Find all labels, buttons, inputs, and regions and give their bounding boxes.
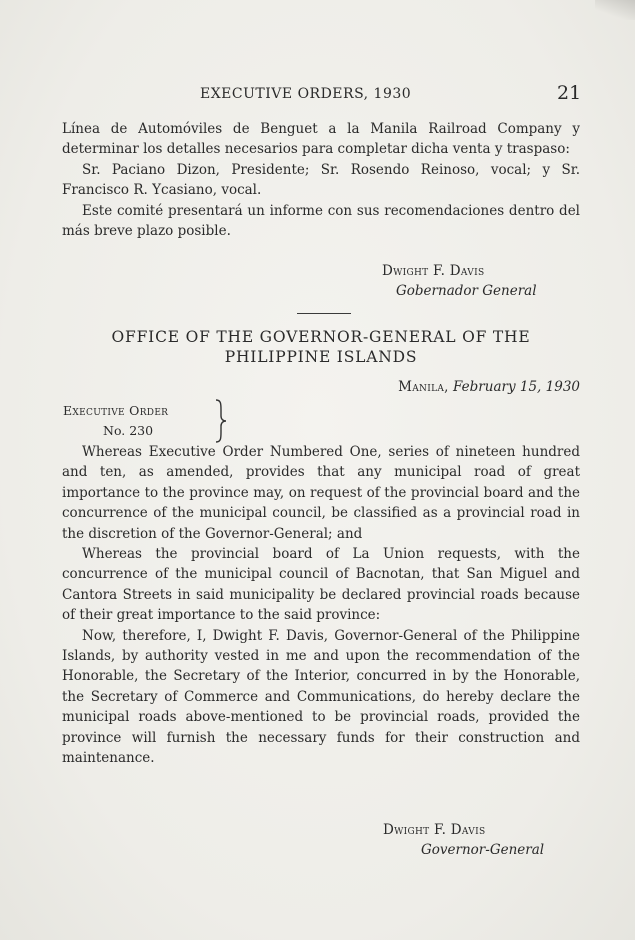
section-1-body xyxy=(62,119,580,241)
office-heading-line-2: PHILIPPINE ISLANDS xyxy=(224,348,418,366)
office-heading xyxy=(62,327,580,367)
executive-order-label xyxy=(63,401,168,441)
signature-title: Gobernador General xyxy=(396,283,537,299)
executive-order-title: Executive Order xyxy=(63,403,169,418)
signature-title: Governor-General xyxy=(421,842,545,858)
dateline-date: February 15, 1930 xyxy=(453,379,580,395)
signature-block-2 xyxy=(383,820,583,860)
page-number: 21 xyxy=(557,82,582,104)
paragraph: Whereas Executive Order Numbered One, series of nineteen hundred and ten, as amended, provides that any municipal road of great importance to the province may, on request of the provincial board and the concurrence of the municipal council, be classified as a provincial road in the discretion of the Governor-General; and xyxy=(62,444,580,542)
executive-order-number: No. 230 xyxy=(103,423,154,438)
page-header xyxy=(0,82,635,107)
dateline xyxy=(330,379,580,395)
paragraph: Línea de Automóviles de Benguet a la Manila Railroad Company y determinar los detalles necesarios para completar dicha venta y traspaso: xyxy=(62,121,580,158)
signature-name: Dwight F. Davis xyxy=(383,822,486,838)
dateline-city: Manila, xyxy=(398,379,449,395)
right-brace-icon xyxy=(213,398,229,444)
signature-block-1 xyxy=(382,261,582,301)
paragraph: Whereas the provincial board of La Union requests, with the concurrence of the municipal council of Bacnotan, that San Miguel and Cantora Streets in said municipality be declared provincial roads because of their great importance to the said province: xyxy=(62,546,580,624)
page-corner-shadow xyxy=(595,0,635,20)
paragraph: Now, therefore, I, Dwight F. Davis, Governor-General of the Philippine Islands, by authority vested in me and upon the recommendation of the Honorable, the Secretary of the Interior, concurred in by the Honorable, the Secretary of Commerce and Communications, do hereby declare the municipal roads above-mentioned to be provincial roads, provided the province will furnish the necessary funds for their construction and maintenance. xyxy=(62,627,580,767)
section-divider xyxy=(297,313,351,314)
signature-name: Dwight F. Davis xyxy=(382,263,485,279)
office-heading-line-1: OFFICE OF THE GOVERNOR-GENERAL OF THE xyxy=(111,328,531,346)
paragraph: Este comité presentará un informe con sus recomendaciones dentro del más breve plazo posible. xyxy=(62,202,580,240)
section-2-body xyxy=(62,442,580,769)
running-title: EXECUTIVE ORDERS, 1930 xyxy=(200,86,412,102)
paragraph: Sr. Paciano Dizon, Presidente; Sr. Rosendo Reinoso, vocal; y Sr. Francisco R. Ycasiano, vocal. xyxy=(62,161,580,199)
